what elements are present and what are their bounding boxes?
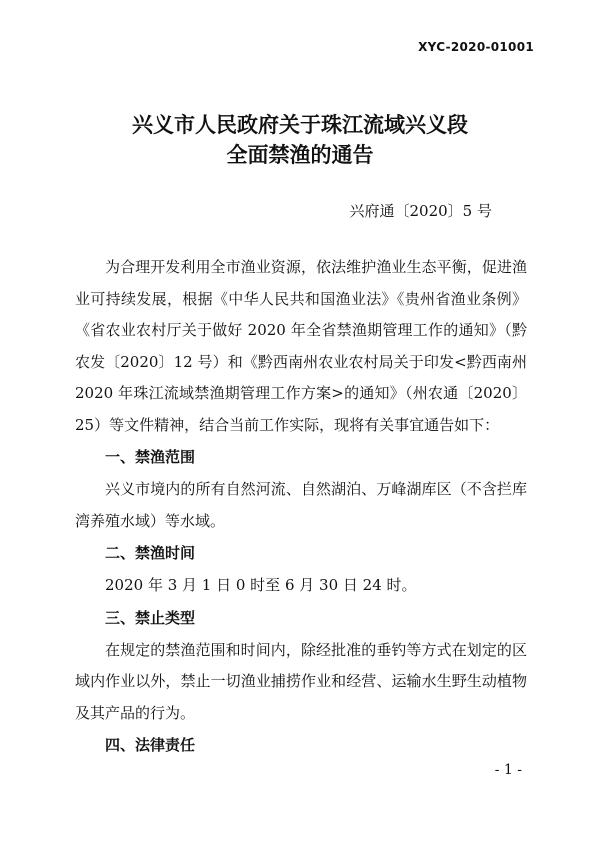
document-body [75,252,527,762]
title-line-1: 兴义市人民政府关于珠江流域兴义段 [132,112,468,137]
section-heading: 四、法律责任 [105,736,196,754]
page-number: - 1 - [494,762,522,778]
section-body: 兴义市境内的所有自然河流、自然湖泊、万峰湖库区（不含拦库湾养殖水域）等水域。 [75,480,527,530]
section-heading: 二、禁渔时间 [105,544,196,562]
section-body: 2020 年 3 月 1 日 0 时至 6 月 30 日 24 时。 [105,576,417,594]
intro-paragraph: 为合理开发利用全市渔业资源，依法维护渔业生态平衡，促进渔业可持续发展，根据《中华人民共和国渔业法》《贵州省渔业条例》《省农业农村厅关于做好 2020 年全省禁渔期管理工作的通知》（黔农发〔2020〕12 号）和《黔西南州农业农村局关于印发<黔西南州 2020 年珠江流域禁渔期管理工作方案>的通知》（州农通〔2020〕25）等文件精神，结合当前工作实际，现将有关事宜通告如下： [75,258,527,434]
title-line-2: 全面禁渔的通告 [226,142,374,167]
issue-number: 兴府通〔2020〕5 号 [349,202,492,220]
section-heading: 一、禁渔范围 [105,448,196,466]
section-heading: 三、禁止类型 [105,608,196,627]
document-title [0,110,600,170]
document-number: XYC-2020-01001 [418,40,534,54]
section-body: 在规定的禁渔范围和时间内，除经批准的垂钓等方式在划定的区域内作业以外，禁止一切渔业捕捞作业和经营、运输水生野生动植物及其产品的行为。 [75,640,527,722]
